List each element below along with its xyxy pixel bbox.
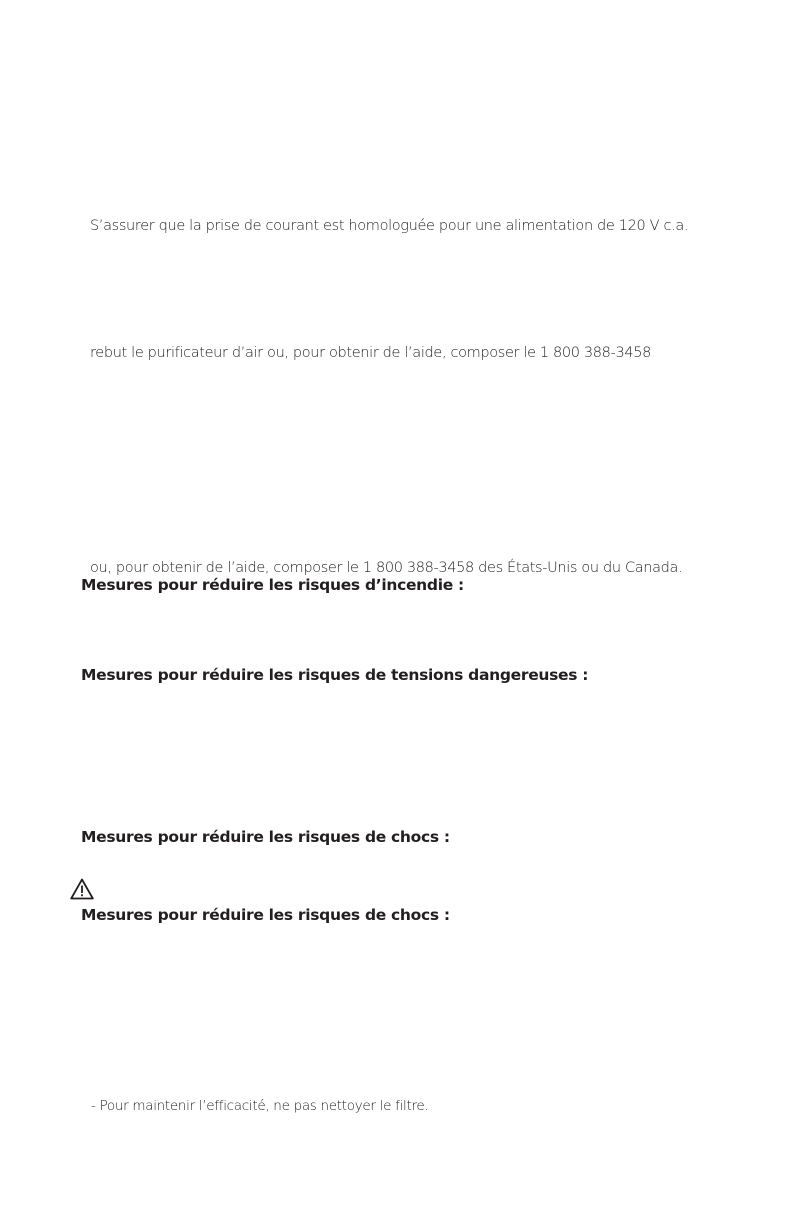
disposal-help-text: rebut le purificateur d’air ou, pour obtenir de l’aide, composer le 1 800 388-3458	[90, 345, 651, 361]
shock-risk-heading: Mesures pour réduire les risques de chocs :	[81, 828, 450, 846]
dangerous-voltage-heading: Mesures pour réduire les risques de tensions dangereuses :	[81, 666, 589, 684]
fire-risk-heading: Mesures pour réduire les risques d’incendie :	[81, 576, 464, 594]
shock-risk-heading-warning: Mesures pour réduire les risques de chocs :	[81, 906, 450, 924]
outlet-rating-text: S’assurer que la prise de courant est homologuée pour une alimentation de 120 V c.a.	[90, 218, 689, 234]
filter-maintenance-note: - Pour maintenir l’efficacité, ne pas nettoyer le filtre.	[91, 1098, 429, 1114]
warning-triangle-icon	[70, 878, 94, 900]
help-phone-text: ou, pour obtenir de l’aide, composer le 1 800 388-3458 des États-Unis ou du Canada.	[90, 560, 683, 576]
